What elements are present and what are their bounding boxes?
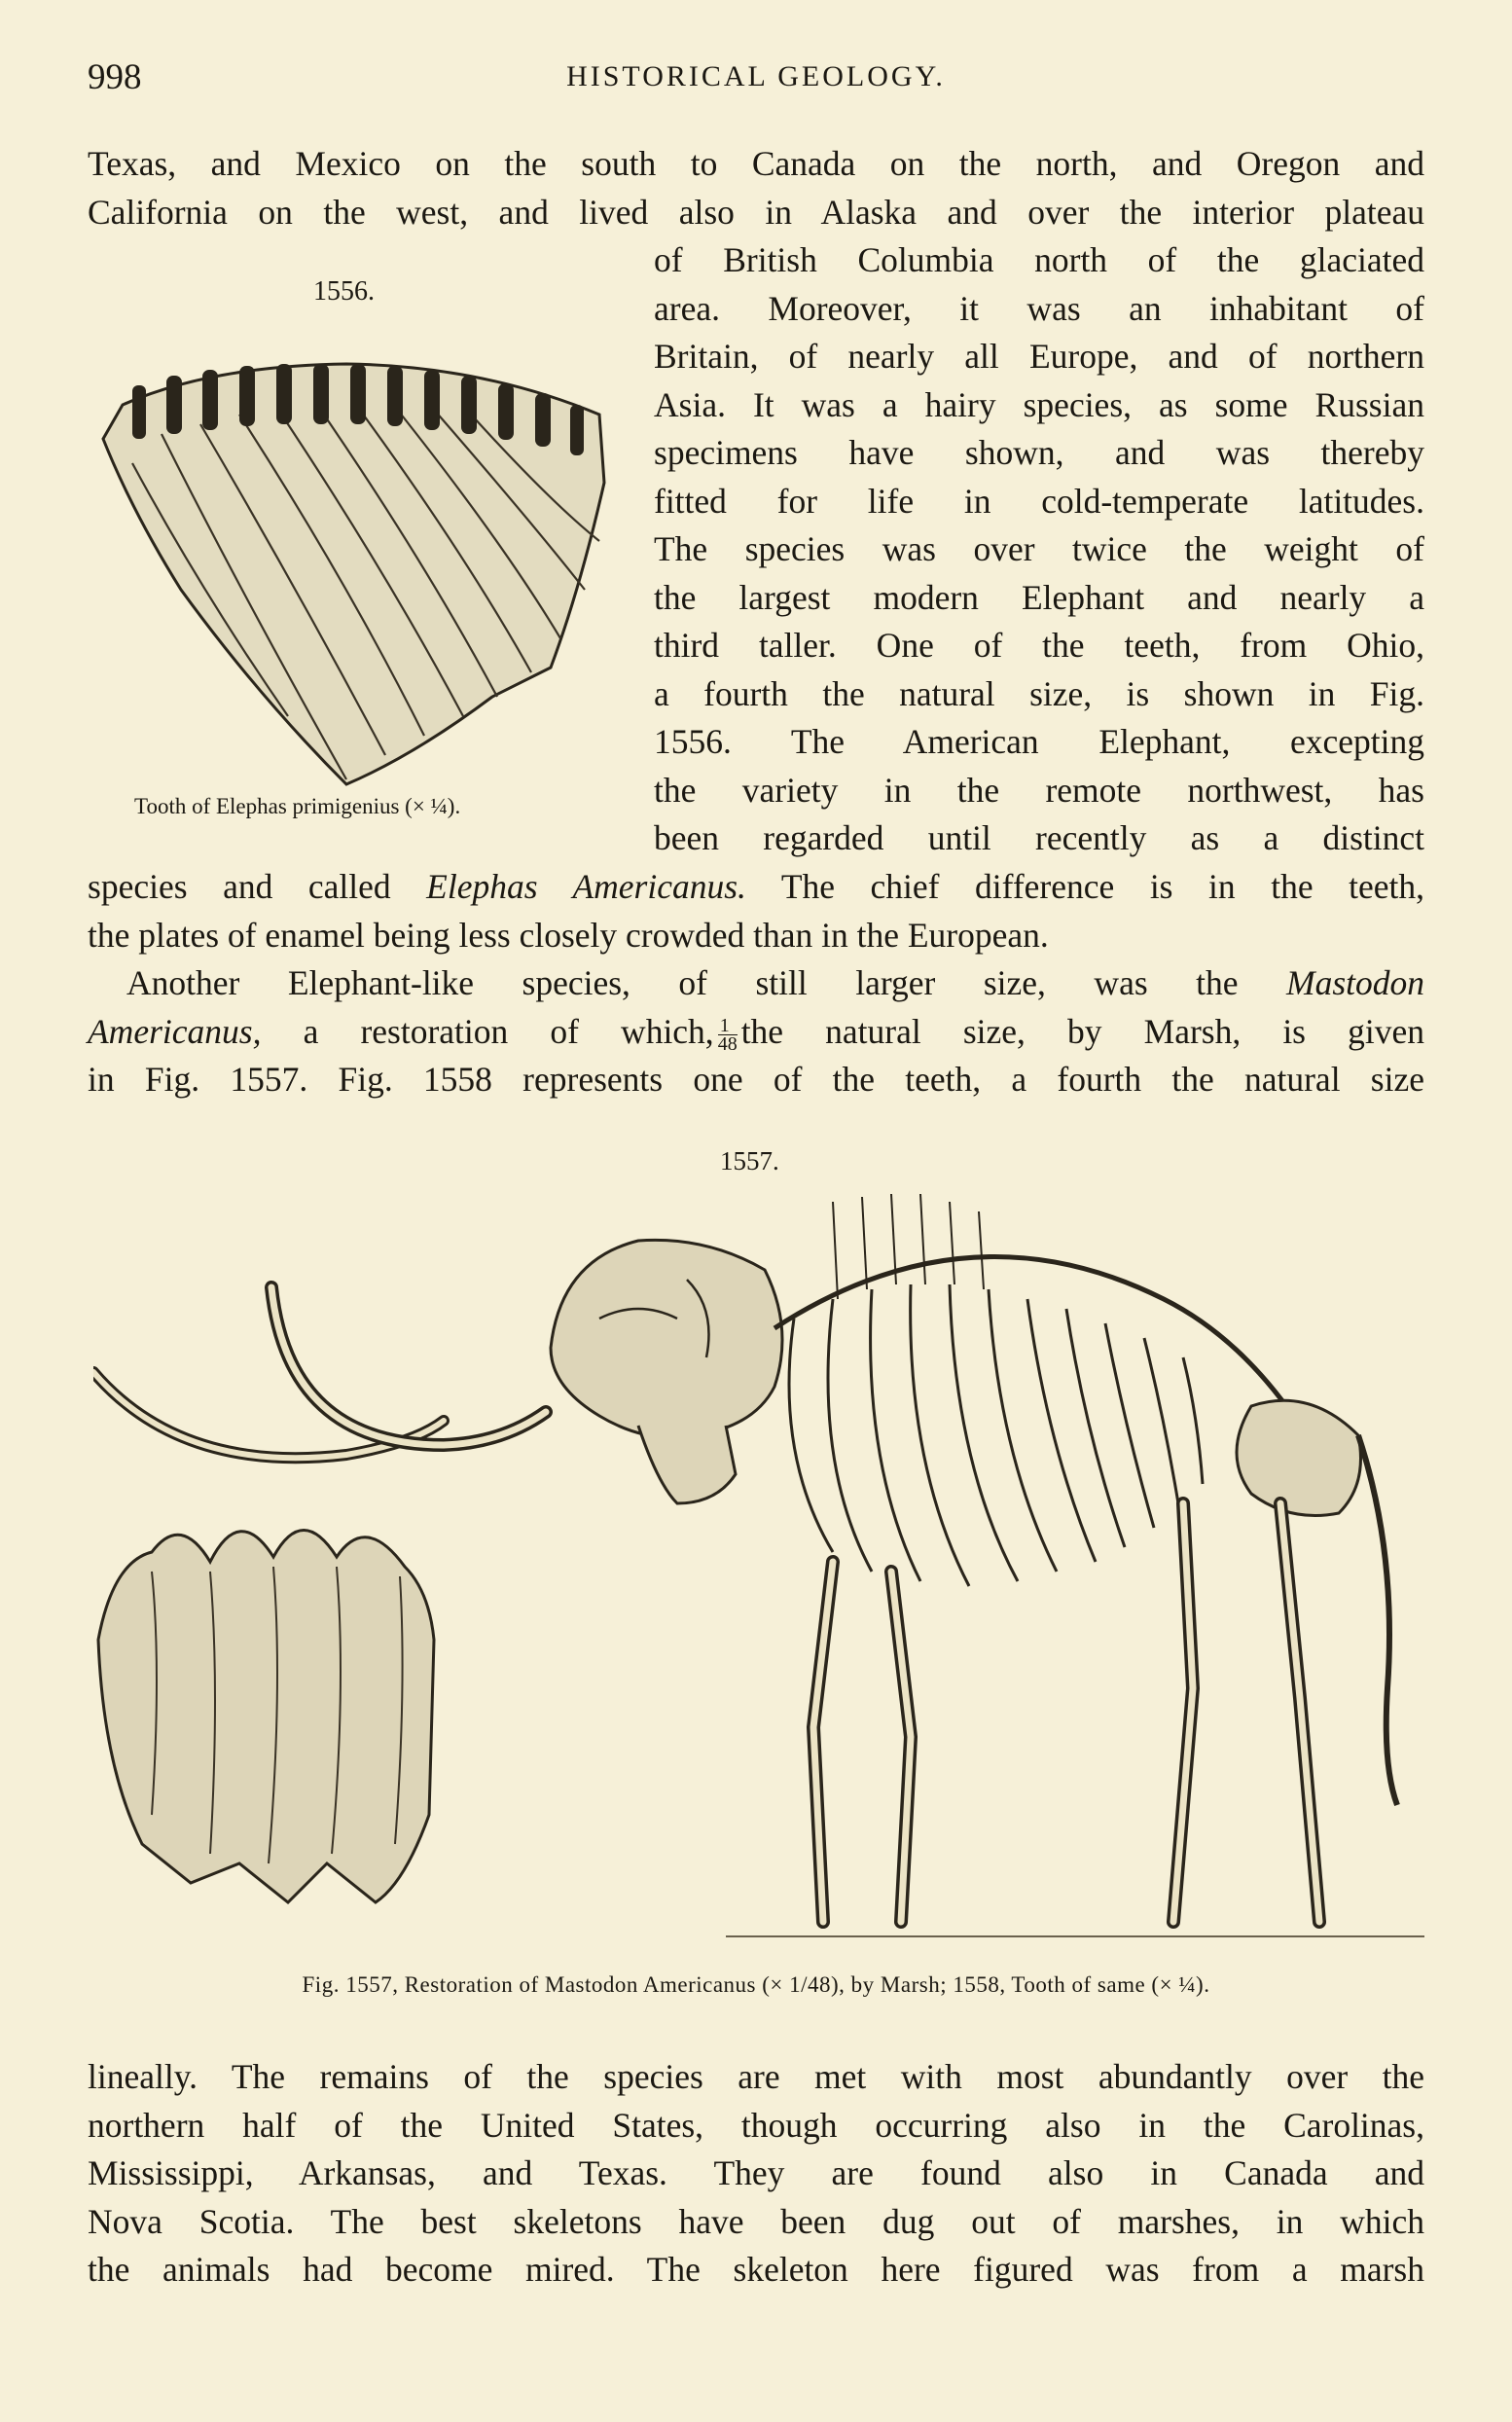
- text-line: The species was over twice the weight of: [654, 529, 1424, 568]
- text-run: Another Elephant-like species, of still larger size, was the: [126, 963, 1286, 1002]
- text-run: a restoration of which,: [261, 1011, 714, 1051]
- text-line: of British Columbia north of the glaciated: [654, 240, 1424, 279]
- paragraph-1-wrapped: [654, 236, 1424, 863]
- text-line: the animals had become mired. The skeleton here figured was from a marsh: [88, 2250, 1424, 2289]
- text-run: the natural size, by Marsh, is given: [740, 1011, 1424, 1051]
- text-line: [88, 959, 1424, 1008]
- text-line: the largest modern Elephant and nearly a: [654, 577, 1424, 617]
- text-line: California on the west, and lived also in Alaska and over the interior plateau: [88, 192, 1424, 232]
- text-line: Britain, of nearly all Europe, and of northern: [654, 337, 1424, 376]
- text-line: lineally. The remains of the species are met with most abundantly over the: [88, 2057, 1424, 2096]
- fraction-denominator: 48: [717, 1032, 738, 1055]
- fraction: [717, 1014, 738, 1055]
- species-name: Elephas Americanus.: [426, 867, 746, 906]
- text-line: [88, 863, 1424, 912]
- text-line: in Fig. 1557. Fig. 1558 represents one of the teeth, a fourth the natural size: [88, 1060, 1424, 1099]
- text-line: third taller. One of the teeth, from Ohio,: [654, 626, 1424, 665]
- text-run: The chief difference is in the teeth,: [745, 867, 1424, 906]
- paragraph-3: [88, 2053, 1424, 2295]
- text-line: Asia. It was a hairy species, as some Russian: [654, 384, 1424, 424]
- text-line: area. Moreover, it was an inhabitant of: [654, 288, 1424, 328]
- text-line: northern half of the United States, though occurring also in the Carolinas,: [88, 2105, 1424, 2145]
- text-run: species and called: [88, 867, 427, 906]
- figure-1556-number: 1556.: [313, 276, 375, 307]
- species-name: Americanus,: [88, 1011, 262, 1051]
- figure-1557-mastodon-skeleton-illustration: [93, 1182, 1424, 1956]
- paragraph-1-top: [88, 140, 1424, 236]
- running-head: HISTORICAL GEOLOGY.: [566, 60, 946, 92]
- figure-1556-tooth-illustration: [93, 346, 619, 794]
- species-name: Mastodon: [1286, 963, 1424, 1002]
- figure-1557-caption: Fig. 1557, Restoration of Mastodon Americanus (× 1/48), by Marsh; 1558, Tooth of same (× ¼).: [302, 1972, 1210, 1997]
- text-line: fitted for life in cold-temperate latitudes.: [654, 481, 1424, 521]
- fraction-numerator: 1: [718, 1017, 738, 1035]
- text-line: Nova Scotia. The best skeletons have been dug out of marshes, in which: [88, 2201, 1424, 2241]
- page-header: [88, 56, 1424, 105]
- text-line: Texas, and Mexico on the south to Canada on the north, and Oregon and: [88, 144, 1424, 183]
- figure-1556-caption: Tooth of Elephas primigenius (× ¼).: [134, 794, 461, 818]
- text-line: 1556. The American Elephant, excepting: [654, 722, 1424, 761]
- text-line: been regarded until recently as a distinct: [654, 818, 1424, 857]
- text-line: a fourth the natural size, is shown in Fig.: [654, 673, 1424, 713]
- paragraph-1-end-and-paragraph-2: [88, 863, 1424, 1104]
- text-line: Mississippi, Arkansas, and Texas. They are found also in Canada and: [88, 2153, 1424, 2192]
- text-line: the variety in the remote northwest, has: [654, 770, 1424, 810]
- figure-1557-number: 1557.: [720, 1146, 779, 1175]
- text-line: [88, 1008, 1424, 1057]
- text-line: the plates of enamel being less closely crowded than in the European.: [88, 915, 1049, 955]
- page-number: 998: [88, 57, 142, 97]
- text-line: specimens have shown, and was thereby: [654, 433, 1424, 472]
